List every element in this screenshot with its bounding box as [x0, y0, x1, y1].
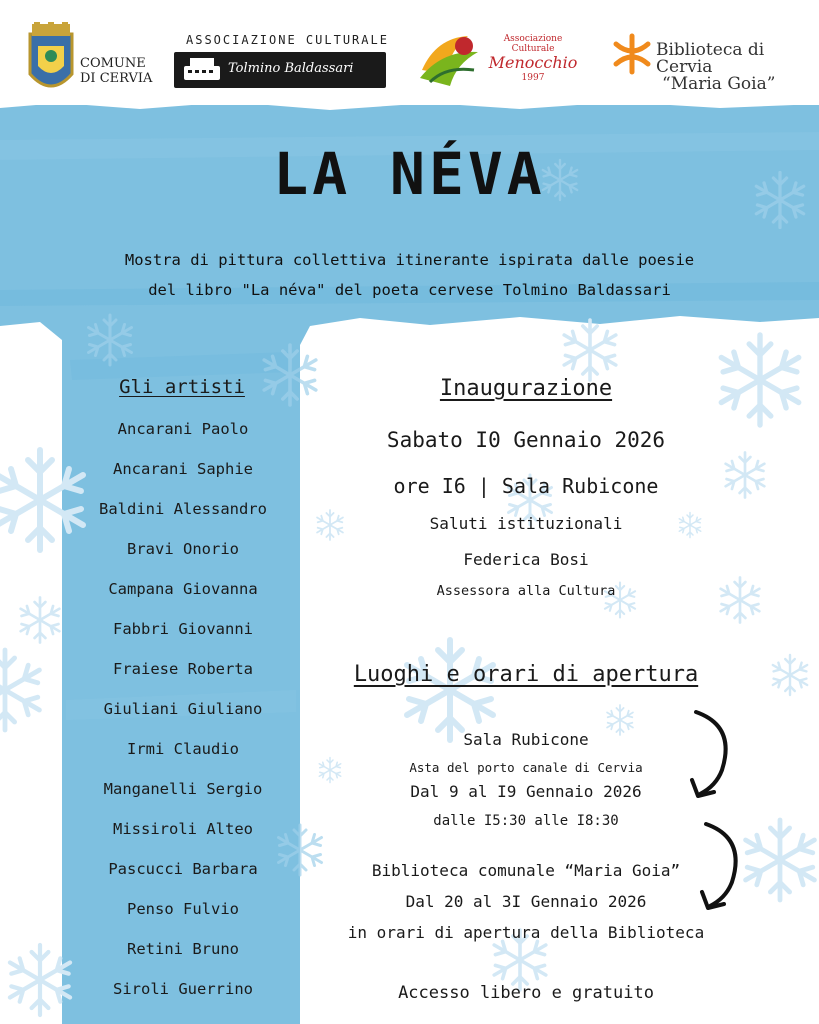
baldassari-logo-script: Tolmino Baldassari — [228, 61, 354, 76]
comune-logo-text — [80, 56, 152, 86]
typewriter-icon — [180, 56, 224, 84]
biblioteca-logo-icon — [610, 32, 654, 76]
artist-name: Ancarani Saphie — [113, 460, 253, 478]
venue2-dates: Dal 20 al 3I Gennaio 2026 — [405, 892, 647, 911]
curved-arrow-icon — [680, 706, 740, 806]
comune-line2: DI CERVIA — [80, 71, 153, 86]
venue1-dates: Dal 9 al I9 Gennaio 2026 — [410, 782, 642, 801]
artist-name: Pascucci Barbara — [108, 860, 258, 878]
biblioteca-logo-text — [656, 42, 819, 93]
artist-name: Ancarani Paolo — [117, 420, 249, 438]
page-title: LA NÉVA — [273, 140, 546, 208]
artists-heading: Gli artisti — [119, 376, 245, 398]
artist-name: Fabbri Giovanni — [113, 620, 253, 638]
inauguration-date: Sabato I0 Gennaio 2026 — [386, 428, 666, 452]
venue1-name: Sala Rubicone — [463, 730, 589, 749]
venues-heading: Luoghi e orari di apertura — [353, 662, 699, 687]
subtitle-line2: del libro "La néva" del poeta cervese Tolmino Baldassari — [148, 281, 671, 299]
artist-name: Campana Giovanna — [108, 580, 258, 598]
venue2-name: Biblioteca comunale “Maria Goia” — [371, 861, 681, 880]
baldassari-logo-heading: ASSOCIAZIONE CULTURALE — [186, 33, 389, 47]
artist-name: Baldini Alessandro — [99, 500, 267, 518]
curved-arrow-icon — [690, 818, 750, 918]
menocchio-logo-icon — [416, 30, 486, 90]
subtitle-line1: Mostra di pittura collettiva itinerante ispirata dalle poesie — [124, 251, 695, 269]
venue2-hours: in orari di apertura della Biblioteca — [347, 923, 705, 942]
access-note: Accesso libero e gratuito — [398, 983, 654, 1003]
artist-name: Giuliani Giuliano — [103, 700, 263, 718]
biblioteca-line2: “Maria Goia” — [662, 74, 776, 94]
inauguration-time-place: ore I6 | Sala Rubicone — [393, 474, 659, 498]
artist-name: Retini Bruno — [127, 940, 239, 958]
comune-crest-icon — [24, 22, 78, 98]
menocchio-line1: Associazione — [503, 34, 563, 44]
artist-name: Siroli Guerrino — [113, 980, 253, 998]
biblioteca-line1: Biblioteca di Cervia — [656, 40, 765, 77]
inauguration-heading: Inaugurazione — [439, 376, 613, 401]
menocchio-line2: Culturale — [511, 44, 555, 54]
artist-name: Bravi Onorio — [127, 540, 239, 558]
inauguration-role: Assessora alla Cultura — [436, 583, 616, 599]
inauguration-greetings: Saluti istituzionali — [429, 514, 623, 533]
menocchio-name: Menocchio — [488, 53, 578, 72]
artist-name: Penso Fulvio — [127, 900, 239, 918]
inauguration-speaker: Federica Bosi — [463, 550, 589, 569]
artist-name: Manganelli Sergio — [103, 780, 263, 798]
menocchio-year: 1997 — [521, 73, 545, 83]
menocchio-logo-text — [488, 34, 578, 84]
artist-name: Fraiese Roberta — [113, 660, 253, 678]
venue1-place: Asta del porto canale di Cervia — [409, 760, 643, 775]
artist-name: Missiroli Alteo — [113, 820, 253, 838]
artist-name: Irmi Claudio — [127, 740, 239, 758]
comune-line1: COMUNE — [80, 56, 146, 71]
venue1-hours: dalle I5:30 alle I8:30 — [433, 813, 619, 829]
subtitle — [0, 245, 819, 305]
